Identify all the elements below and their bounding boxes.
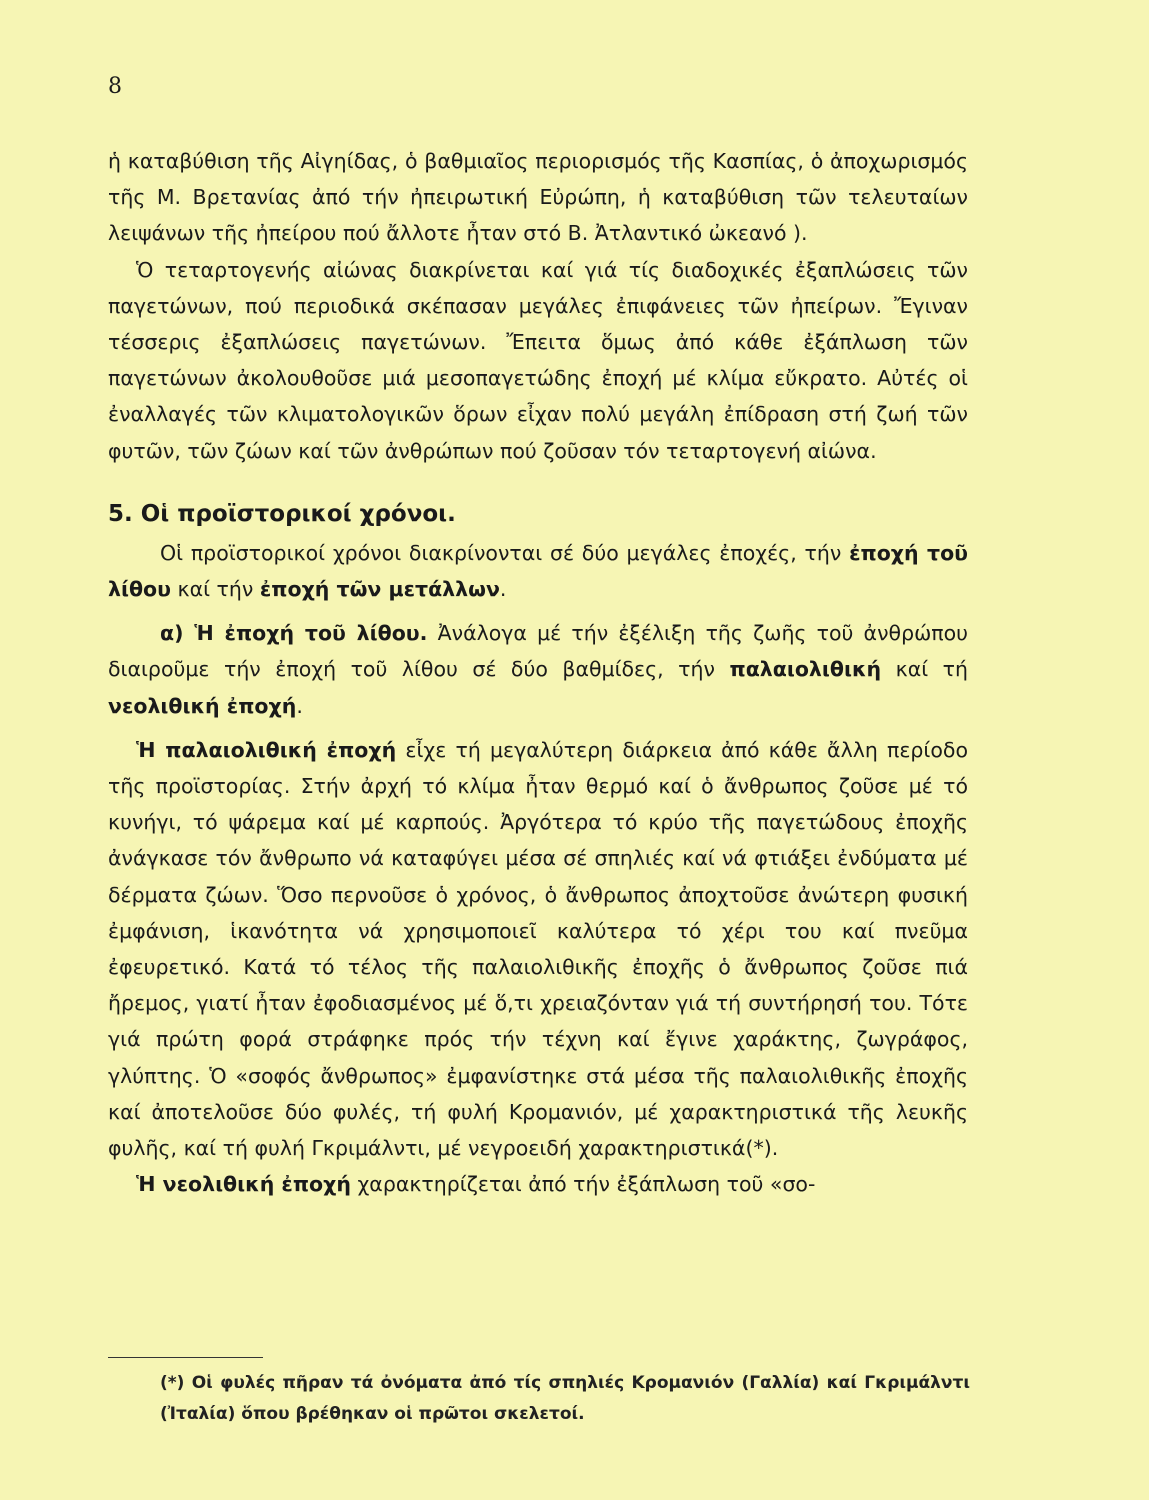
paragraph-paleolithic [108,732,968,1166]
text-run: καί τή [881,657,968,682]
text-run: χαρακτηρίζεται ἀπό τήν ἐξάπλωση τοῦ «σο- [350,1172,816,1197]
page-number: 8 [108,74,122,99]
footnote-divider [108,1357,263,1358]
text-run: καί τήν [170,577,260,602]
bold-term: Ἡ παλαιολιθική ἐποχή [136,737,397,762]
text-run: Οἱ προϊστορικοί χρόνοι διακρίνονται σέ δύο μεγάλες ἐποχές, τήν [160,540,850,565]
paragraph-quaternary-glaciations: Ὁ τεταρτογενής αἰώνας διακρίνεται καί γιά τίς διαδοχικές ἐξαπλώσεις τῶν παγετώνων, πού περιοδικά σκέπασαν μεγάλες ἐπιφάνειες τῶν ἠπείρων. Ἔγιναν τέσσερις ἐξαπλώσεις παγετώνων. Ἔπειτα ὅμως ἀπό κάθε ἐξάπλωση τῶν παγετώνων ἀκολουθοῦσε μιά μεσοπαγετώδης ἐποχή μέ κλίμα εὔκρατο. Αὐτές οἱ ἐναλλαγές τῶν κλιματολογικῶν ὅρων εἶχαν πολύ μεγάλη ἐπίδραση στή ζωή τῶν φυτῶν, τῶν ζώων καί τῶν ἀνθρώπων πού ζοῦσαν τόν τεταρτογενή αἰώνα. [108,257,968,463]
bold-term: ἐποχή τοῦ λίθου [108,540,968,602]
bold-term: παλαιολιθική [729,657,882,682]
paragraph-neolithic [108,1166,968,1202]
section-heading: 5. Οἱ προϊστορικοί χρόνοι. [108,500,456,527]
paragraph-prehistoric-periods [108,535,968,607]
text-run: Ἀνάλογα μέ τήν ἐξέλιξη τῆς ζωῆς τοῦ ἀνθρώπου διαιροῦμε τήν ἐποχή τοῦ λίθου σέ δύο βαθμίδες, τήν [108,621,968,682]
paragraph-continuation: ἡ καταβύθιση τῆς Αἰγηίδας, ὁ βαθμιαῖος περιορισμός τῆς Κασπίας, ὁ ἀποχωρισμός τῆς Μ. Βρετανίας ἀπό τήν ἠπειρωτική Εὐρώπη, ἡ καταβύθιση τῶν τελευταίων λειψάνων τῆς ἠπείρου πού ἄλλοτε ἦταν στό Β. Ἀτλαντικό ὠκεανό ). [108,149,968,246]
text-run: εἶχε τή μεγαλύτερη διάρκεια ἀπό κάθε ἄλλη περίοδο τῆς προϊστορίας. Στήν ἀρχή τό κλίμα ἦταν θερμό καί ὁ ἄνθρωπος ζοῦσε μέ τό κυνήγι, τό ψάρεμα καί μέ καρπούς. Ἀργότερα τό κρύο τῆς παγετώδους ἐποχῆς ἀνάγκασε τόν ἄνθρωπο νά καταφύγει μέσα σέ σπηλιές καί νά φτιάξει ἐνδύματα μέ δέρματα ζώων. Ὅσο περνοῦσε ὁ χρόνος, ὁ ἄνθρωπος ἀποχτοῦσε ἀνώτερη φυσική ἐμφάνιση, ἱκανότητα νά χρησιμοποιεῖ καλύτερα τό χέρι του καί πνεῦμα ἐφευρετικό. Κατά τό τέλος τῆς παλαιολιθικῆς ἐποχῆς ὁ ἄνθρωπος ζοῦσε πιά ἤρεμος, γιατί ἦταν ἐφοδιασμένος μέ ὅ,τι χρειαζόνταν γιά τή συντήρησή του. Τότε γιά πρώτη φορά στράφηκε πρός τήν τέχνη καί ἔγινε χαράκτης, ζωγράφος, γλύπτης. Ὁ «σοφός ἄνθρωπος» ἐμφανίστηκε στά μέσα τῆς παλαιολιθικῆς ἐποχῆς καί ἀποτελοῦσε δύο φυλές, τή φυλή Κρομανιόν, μέ χαρακτηριστικά τῆς λευκῆς φυλῆς, καί τή φυλή Γκριμάλντι, μέ νεγροειδή χαρακτηριστικά(*). [108,737,968,1161]
text-run: . [499,577,507,602]
subsection-heading: α) Ἡ ἐποχή τοῦ λίθου. [160,621,428,646]
bold-term: Ἡ νεολιθική ἐποχή [136,1172,351,1197]
footnote [108,1368,970,1430]
bold-term: ἐποχή τῶν μετάλλων [259,577,500,602]
paragraph-stone-age [108,615,968,724]
bold-term: νεολιθική ἐποχή [108,693,297,718]
page-body [108,143,968,1202]
footnote-text: (*) Οἱ φυλές πῆραν τά ὀνόματα ἀπό τίς σπηλιές Κρομανιόν (Γαλλία) καί Γκριμάλντι (Ἰταλία) ὅπου βρέθηκαν οἱ πρῶτοι σκελετοί. [160,1373,970,1424]
text-run: . [296,693,303,718]
